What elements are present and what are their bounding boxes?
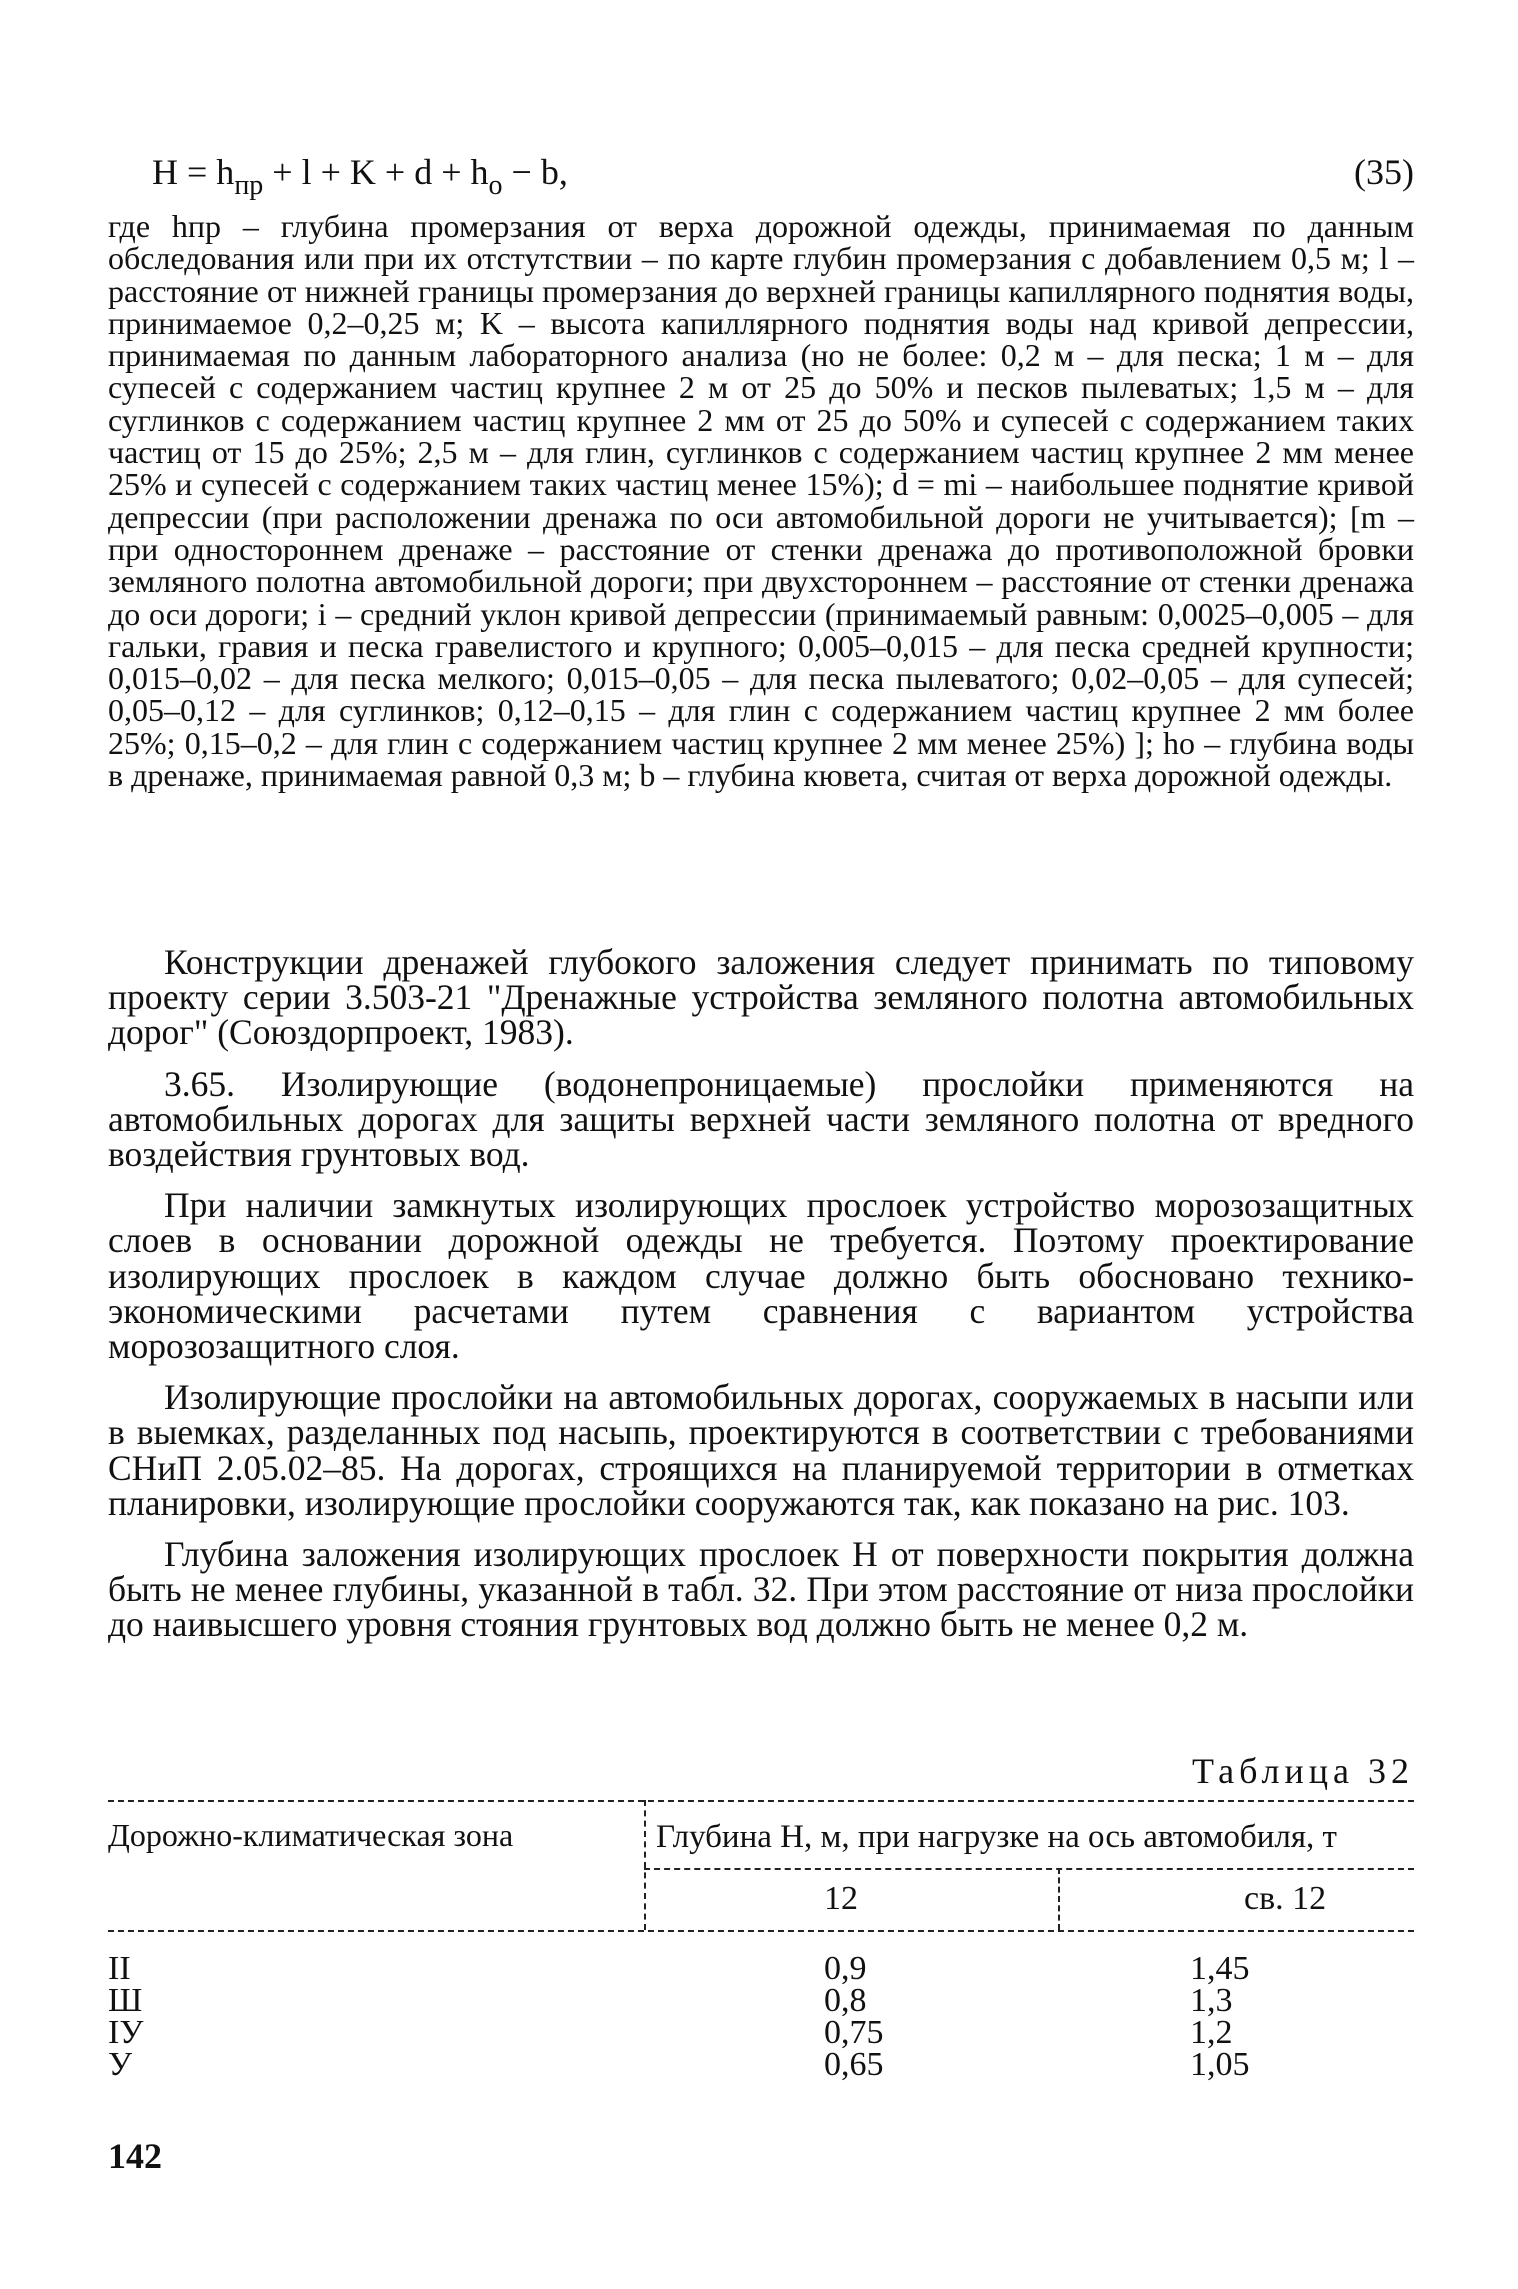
formula-mid: + l + K + d + h <box>263 152 489 192</box>
table-header-depth: Глубина H, м, при нагрузке на ось автомобиля, т <box>656 1819 1337 1855</box>
definitions-text: где hпр – глубина промерзания от верха дорожной одежды, принимаемая по данным обследования или при их отстутствии – по карте глубин промерзания с добавлением 0,5 м; l – расстояние от нижней границы промерзания до верхней границы капиллярного поднятия воды, принимаемое 0,2–0,25 м; K – высота капиллярного поднятия воды над кривой депрессии, принимаемая по данным лабораторного анализа (но не более: 0,2 м – для песка; 1 м – для супесей с содержанием частиц крупнее 2 м от 25 до 50% и песков пылеватых; 1,5 м – для суглинков с содержанием частиц крупнее 2 мм от 25 до 50% и супесей с содержанием таких частиц от 15 до 25%; 2,5 м – для глин, суглинков с содержанием частиц крупнее 2 мм менее 25% и супесей с содержанием таких частиц менее 15%); d = mi – наибольшее поднятие кривой депрессии (при расположении дренажа по оси автомобильной дороги не учитывается); [m – при одностороннем дренаже – расстояние от стенки дренажа до противоположной бровки земляного полотна автомобильной дороги; при двухстороннем – расстояние от стенки дренажа до оси дороги; i – средний уклон кривой депрессии (принимаемый равным: 0,0025–0,005 – для гальки, гравия и песка гравелистого и крупного; 0,005–0,015 – для песка средней крупности; 0,015–0,02 – для песка мелкого; 0,015–0,05 – для песка пылеватого; 0,02–0,05 – для супесей; 0,05–0,12 – для суглинков; 0,12–0,15 – для глин с содержанием частиц крупнее 2 мм более 25%; 0,15–0,2 – для глин с содержанием частиц крупнее 2 мм менее 25%) ]; hо – глубина воды в дренаже, принимаемая равной 0,3 м; b – глубина кювета, считая от верха дорожной одежды. <box>108 208 1414 794</box>
formula-tail: − b, <box>502 152 568 192</box>
table-cell-more-12: 1,45 <box>1190 1950 1250 1987</box>
table-top-rule <box>108 1800 1414 1802</box>
table-subheader-more-12: св. 12 <box>1244 1880 1327 1917</box>
table-cell-zone: Ш <box>108 1982 143 2019</box>
paragraph: При наличии замкнутых изолирующих прослоек устройство морозозащитных слоев в основании дорожной одежды не требуется. Поэтому проектирование изолирующих прослоек в каждом случае должно быть обосновано технико-экономическими расчетами путем сравнения с вариантом устройства морозозащитного слоя. <box>108 1185 1414 1367</box>
table-cell-zone: II <box>108 1950 131 1987</box>
table-group-rule <box>644 1868 1414 1870</box>
table-caption: Таблица 32 <box>1192 1751 1414 1791</box>
page-number: 142 <box>108 2136 162 2176</box>
table-cell-12: 0,9 <box>824 1950 867 1987</box>
paragraph: Глубина заложения изолирующих прослоек H от поверхности покрытия должна быть не менее глубины, указанной в табл. 32. При этом расстояние от низа прослойки до наивысшего уровня стояния грунтовых вод должно быть не менее 0,2 м. <box>108 1534 1414 1645</box>
table-cell-more-12: 1,05 <box>1190 2046 1250 2083</box>
table-subheader-12: 12 <box>824 1880 858 1917</box>
table-cell-12: 0,65 <box>824 2046 884 2083</box>
table-cell-12: 0,75 <box>824 2014 884 2051</box>
formula-sub-pr: пр <box>234 170 264 201</box>
body-text <box>108 942 1414 1659</box>
table-cell-zone: У <box>108 2046 133 2083</box>
paragraph: Конструкции дренажей глубокого заложения следует принимать по типовому проекту серии 3.503-21 "Дренажные устройства земляного полотна автомобильных дорог" (Союздорпроект, 1983). <box>108 942 1414 1053</box>
formula-lhs: H = h <box>152 152 235 192</box>
table-cell-zone: IУ <box>108 2014 144 2051</box>
paragraph: Изолирующие прослойки на автомобильных дорогах, сооружаемых в насыпи или в выемках, разделанных под насыпь, проектируются в соответствии с требованиями СНиП 2.05.02–85. На дорогах, строящихся на планируемой территории в отметках планировки, изолирующие прослойки сооружаются так, как показано на рис. 103. <box>108 1377 1414 1523</box>
table-cell-more-12: 1,2 <box>1190 2014 1233 2051</box>
formula-sub-o: o <box>488 170 503 201</box>
formula-35 <box>152 150 1414 208</box>
table-32 <box>108 1800 1414 2130</box>
formula-number: (35) <box>1354 152 1414 192</box>
table-header-rule <box>108 1930 1414 1932</box>
table-column-divider <box>644 1800 646 1930</box>
table-header-zone: Дорожно-климатическая зона <box>108 1817 514 1853</box>
table-cell-more-12: 1,3 <box>1190 1982 1233 2019</box>
table-subcolumn-divider <box>1058 1868 1060 1930</box>
table-cell-12: 0,8 <box>824 1982 867 2019</box>
paragraph: 3.65. Изолирующие (водонепроницаемые) прослойки применяются на автомобильных дорогах для защиты верхней части земляного полотна от вредного воздействия грунтовых вод. <box>108 1063 1414 1175</box>
formula-definitions <box>108 208 1414 794</box>
